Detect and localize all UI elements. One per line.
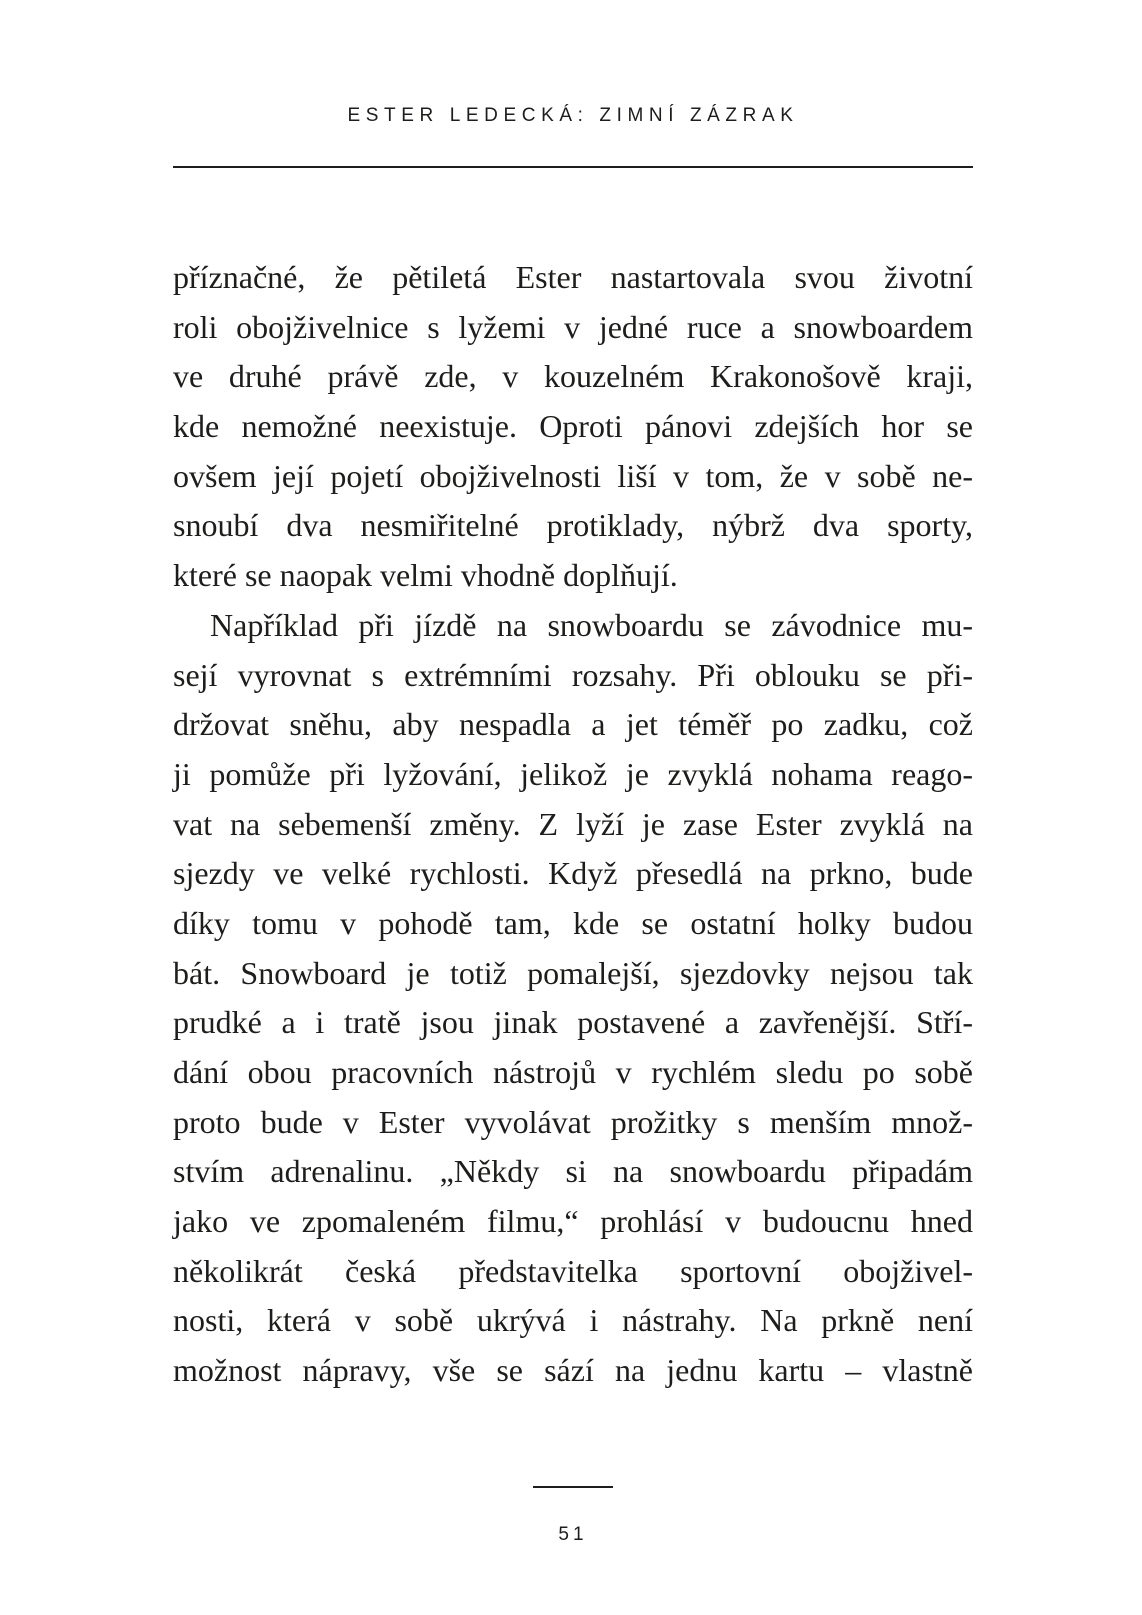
running-head: ESTER LEDECKÁ: ZIMNÍ ZÁZRAK [347,105,799,126]
text-line: ji pomůže při lyžování, jelikož je zvyklá nohama reago- [173,755,973,792]
text-line: kde nemožné neexistuje. Oproti pánovi zdejších hor se [173,408,973,445]
text-line: Například při jízdě na snowboardu se závodnice mu- [210,606,973,643]
text-line: proto bude v Ester vyvolávat prožitky s menším množ- [173,1103,973,1140]
text-line: stvím adrenalinu. „Někdy si na snowboardu připadám [173,1153,973,1190]
footer-rule [533,1486,613,1488]
paragraph [173,253,973,601]
text-line: ovšem její pojetí obojživelnosti liší v tom, že v sobě ne- [173,457,973,494]
text-line: několikrát česká představitelka sportovní obojživel- [173,1252,973,1289]
text-line: sjezdy ve velké rychlosti. Když přesedlá na prkno, bude [173,855,973,892]
text-line: sejí vyrovnat s extrémními rozsahy. Při oblouku se při- [173,656,973,693]
text-line: držovat sněhu, aby nespadla a jet téměř po zadku, což [173,706,973,743]
paragraph [173,601,973,1396]
text-line: příznačné, že pětiletá Ester nastartovala svou životní [173,259,973,295]
text-line: možnost nápravy, vše se sází na jednu kartu – vlastně [173,1352,973,1389]
text-line: prudké a i tratě jsou jinak postavené a zavřenější. Stří- [173,1004,973,1041]
text-line: roli obojživelnice s lyžemi v jedné ruce a snowboardem [173,308,973,345]
text-line: nosti, která v sobě ukrývá i nástrahy. Na prkně není [173,1302,973,1339]
text-line: snoubí dva nesmiřitelné protiklady, nýbrž dva sporty, [173,507,973,544]
text-line: jako ve zpomaleném filmu,“ prohlásí v budoucnu hned [173,1203,973,1240]
text-line: ve druhé právě zde, v kouzelném Krakonošově kraji, [173,358,973,395]
text-line: které se naopak velmi vhodně doplňují. [173,557,678,594]
text-line: bát. Snowboard je totiž pomalejší, sjezdovky nejsou tak [173,954,973,991]
text-line: vat na sebemenší změny. Z lyží je zase Ester zvyklá na [173,805,973,842]
page-number: 51 [558,1524,588,1545]
header-rule [173,166,973,168]
body-text [173,253,973,1396]
text-line: dání obou pracovních nástrojů v rychlém sledu po sobě [173,1054,973,1090]
text-line: díky tomu v pohodě tam, kde se ostatní holky budou [173,904,973,941]
